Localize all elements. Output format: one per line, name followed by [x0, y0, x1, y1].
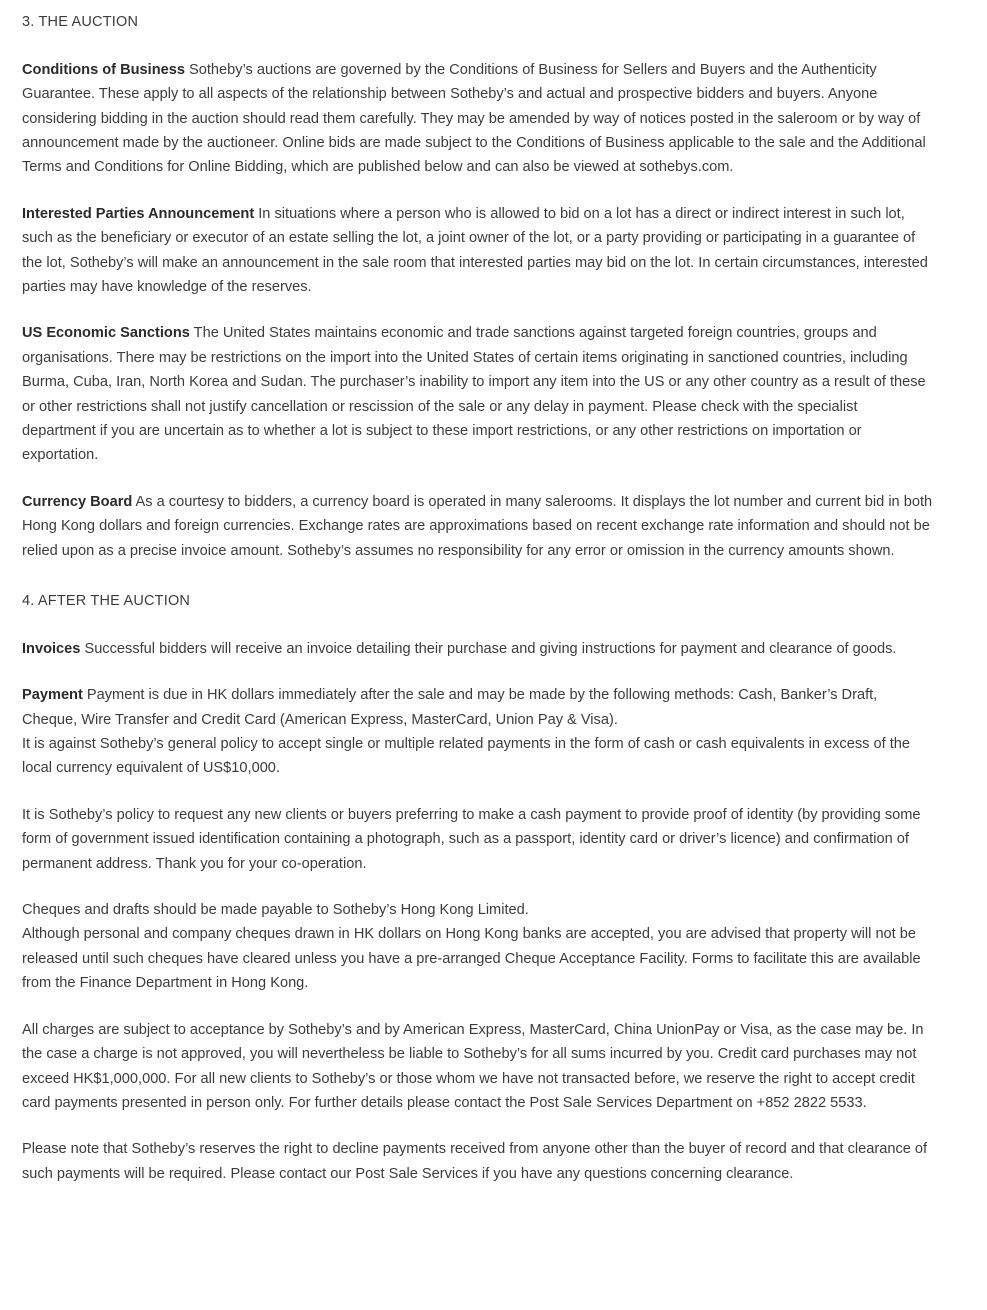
paragraph-card-charges: All charges are subject to acceptance by Sotheby’s and by American Express, MasterCard, China UnionPay or Visa, as the case may be. In the case a charge is not approved, you will nevertheless be liable to Sotheby’s for all sums incurred by you. Credit card purchases may not exceed HK$1,000,000. For all new clients to Sotheby’s or those whom we have not transacted before, we reserve the right to accept credit card payments presented in person only. For further details please contact the Post Sale Services Department on +852 2822 5533. — [22, 1021, 924, 1111]
spacer — [22, 563, 935, 587]
paragraph-interested-parties — [22, 202, 935, 300]
paragraph-text-conditions-of-business: Sotheby’s auctions are governed by the Conditions of Business for Sellers and Buyers and the Authenticity Guarantee. These apply to all aspects of the relationship between Sotheby’s and actual and prospective bidders and buyers. Anyone considering bidding in the auction should read them carefully. They may be amended by way of notices posted in the saleroom or by way of announcement made by the auctioneer. Online bids are made subject to the Conditions of Business applicable to the sale and the Additional Terms and Conditions for Online Bidding, which are published below and can also be viewed at sothebys.com. — [22, 61, 926, 176]
paragraph-lead-currency-board: Currency Board — [22, 493, 133, 510]
spacer — [22, 468, 935, 490]
paragraph-payment — [22, 683, 935, 732]
paragraph-proof-of-identity: It is Sotheby’s policy to request any new clients or buyers preferring to make a cash payment to provide proof of identity (by providing some form of government issued identification containing a photograph, such as a passport, identity card or driver’s licence) and confirmation of permanent address. Thank you for your co-operation. — [22, 806, 921, 872]
paragraph-lead-payment: Payment — [22, 687, 83, 704]
spacer — [22, 781, 935, 803]
paragraph-conditions-of-business — [22, 58, 935, 180]
section-heading-after-the-auction: 4. AFTER THE AUCTION — [22, 593, 191, 610]
paragraph-currency-board — [22, 490, 935, 563]
paragraph-us-economic-sanctions — [22, 321, 935, 467]
paragraph-text-payment: Payment is due in HK dollars immediately after the sale and may be made by the following methods: Cash, Banker’s Draft, Cheque, Wire Transfer and Credit Card (American Express, MasterCard, Union Pay & Visa). — [22, 687, 878, 728]
spacer — [22, 299, 935, 321]
paragraph-text-currency-board: As a courtesy to bidders, a currency board is operated in many salerooms. It displays the lot number and current bid in both Hong Kong dollars and foreign currencies. Exchange rates are approximations based on recent exchange rate information and should not be relied upon as a precise invoice amount. Sotheby’s assumes no responsibility for any error or omission in the currency amounts shown. — [22, 493, 933, 559]
paragraph-payment-cash-policy: It is against Sotheby’s general policy to accept single or multiple related payments in the form of cash or cash equivalents in excess of the local currency equivalent of US$10,000. — [22, 736, 910, 777]
spacer — [22, 180, 935, 202]
section-heading-auction: 3. THE AUCTION — [22, 14, 139, 30]
paragraph-text-invoices: Successful bidders will receive an invoice detailing their purchase and giving instructions for payment and clearance of goods. — [80, 640, 897, 657]
spacer — [22, 34, 935, 58]
spacer — [22, 876, 935, 898]
paragraph-cheques-payable: Cheques and drafts should be made payable to Sotheby’s Hong Kong Limited. — [22, 902, 529, 919]
paragraph-lead-conditions-of-business: Conditions of Business — [22, 61, 185, 78]
spacer — [22, 1115, 935, 1137]
spacer — [22, 613, 935, 637]
paragraph-invoices — [22, 637, 935, 661]
paragraph-lead-invoices: Invoices — [22, 640, 81, 657]
paragraph-cheque-clearance: Although personal and company cheques drawn in HK dollars on Hong Kong banks are accepted, you are advised that property will not be released until such cheques have cleared unless you have a pre-arranged Cheque Acceptance Facility. Forms to facilitate this are available from the Finance Department in Hong Kong. — [22, 926, 921, 992]
paragraph-lead-us-economic-sanctions: US Economic Sanctions — [22, 325, 190, 342]
spacer — [22, 661, 935, 683]
paragraph-text-us-economic-sanctions: The United States maintains economic and trade sanctions against targeted foreign countries, groups and organisations. There may be restrictions on the import into the United States of certain items originating in sanctioned countries, including Burma, Cuba, Iran, North Korea and Sudan. The purchaser’s inability to import any item into the US or any other country as a result of these or other restrictions shall not justify cancellation or rescission of the sale or any delay in payment. Please check with the specialist department if you are uncertain as to whether a lot is subject to these import restrictions, or any other restrictions on importation or exportation. — [22, 325, 926, 464]
paragraph-third-party-payments: Please note that Sotheby’s reserves the right to decline payments received from anyone other than the buyer of record and that clearance of such payments will be required. Please contact our Post Sale Services if you have any questions concerning clearance. — [22, 1141, 928, 1182]
paragraph-lead-interested-parties: Interested Parties Announcement — [22, 205, 255, 222]
paragraph-text-interested-parties: In situations where a person who is allowed to bid on a lot has a direct or indirect interest in such lot, such as the beneficiary or executor of an estate selling the lot, a joint owner of the lot, or a party providing or participating in a guarantee of the lot, Sotheby’s will make an announcement in the sale room that interested parties may bid on the lot. In certain circumstances, interested parties may have knowledge of the reserves. — [22, 205, 928, 295]
spacer — [22, 996, 935, 1018]
